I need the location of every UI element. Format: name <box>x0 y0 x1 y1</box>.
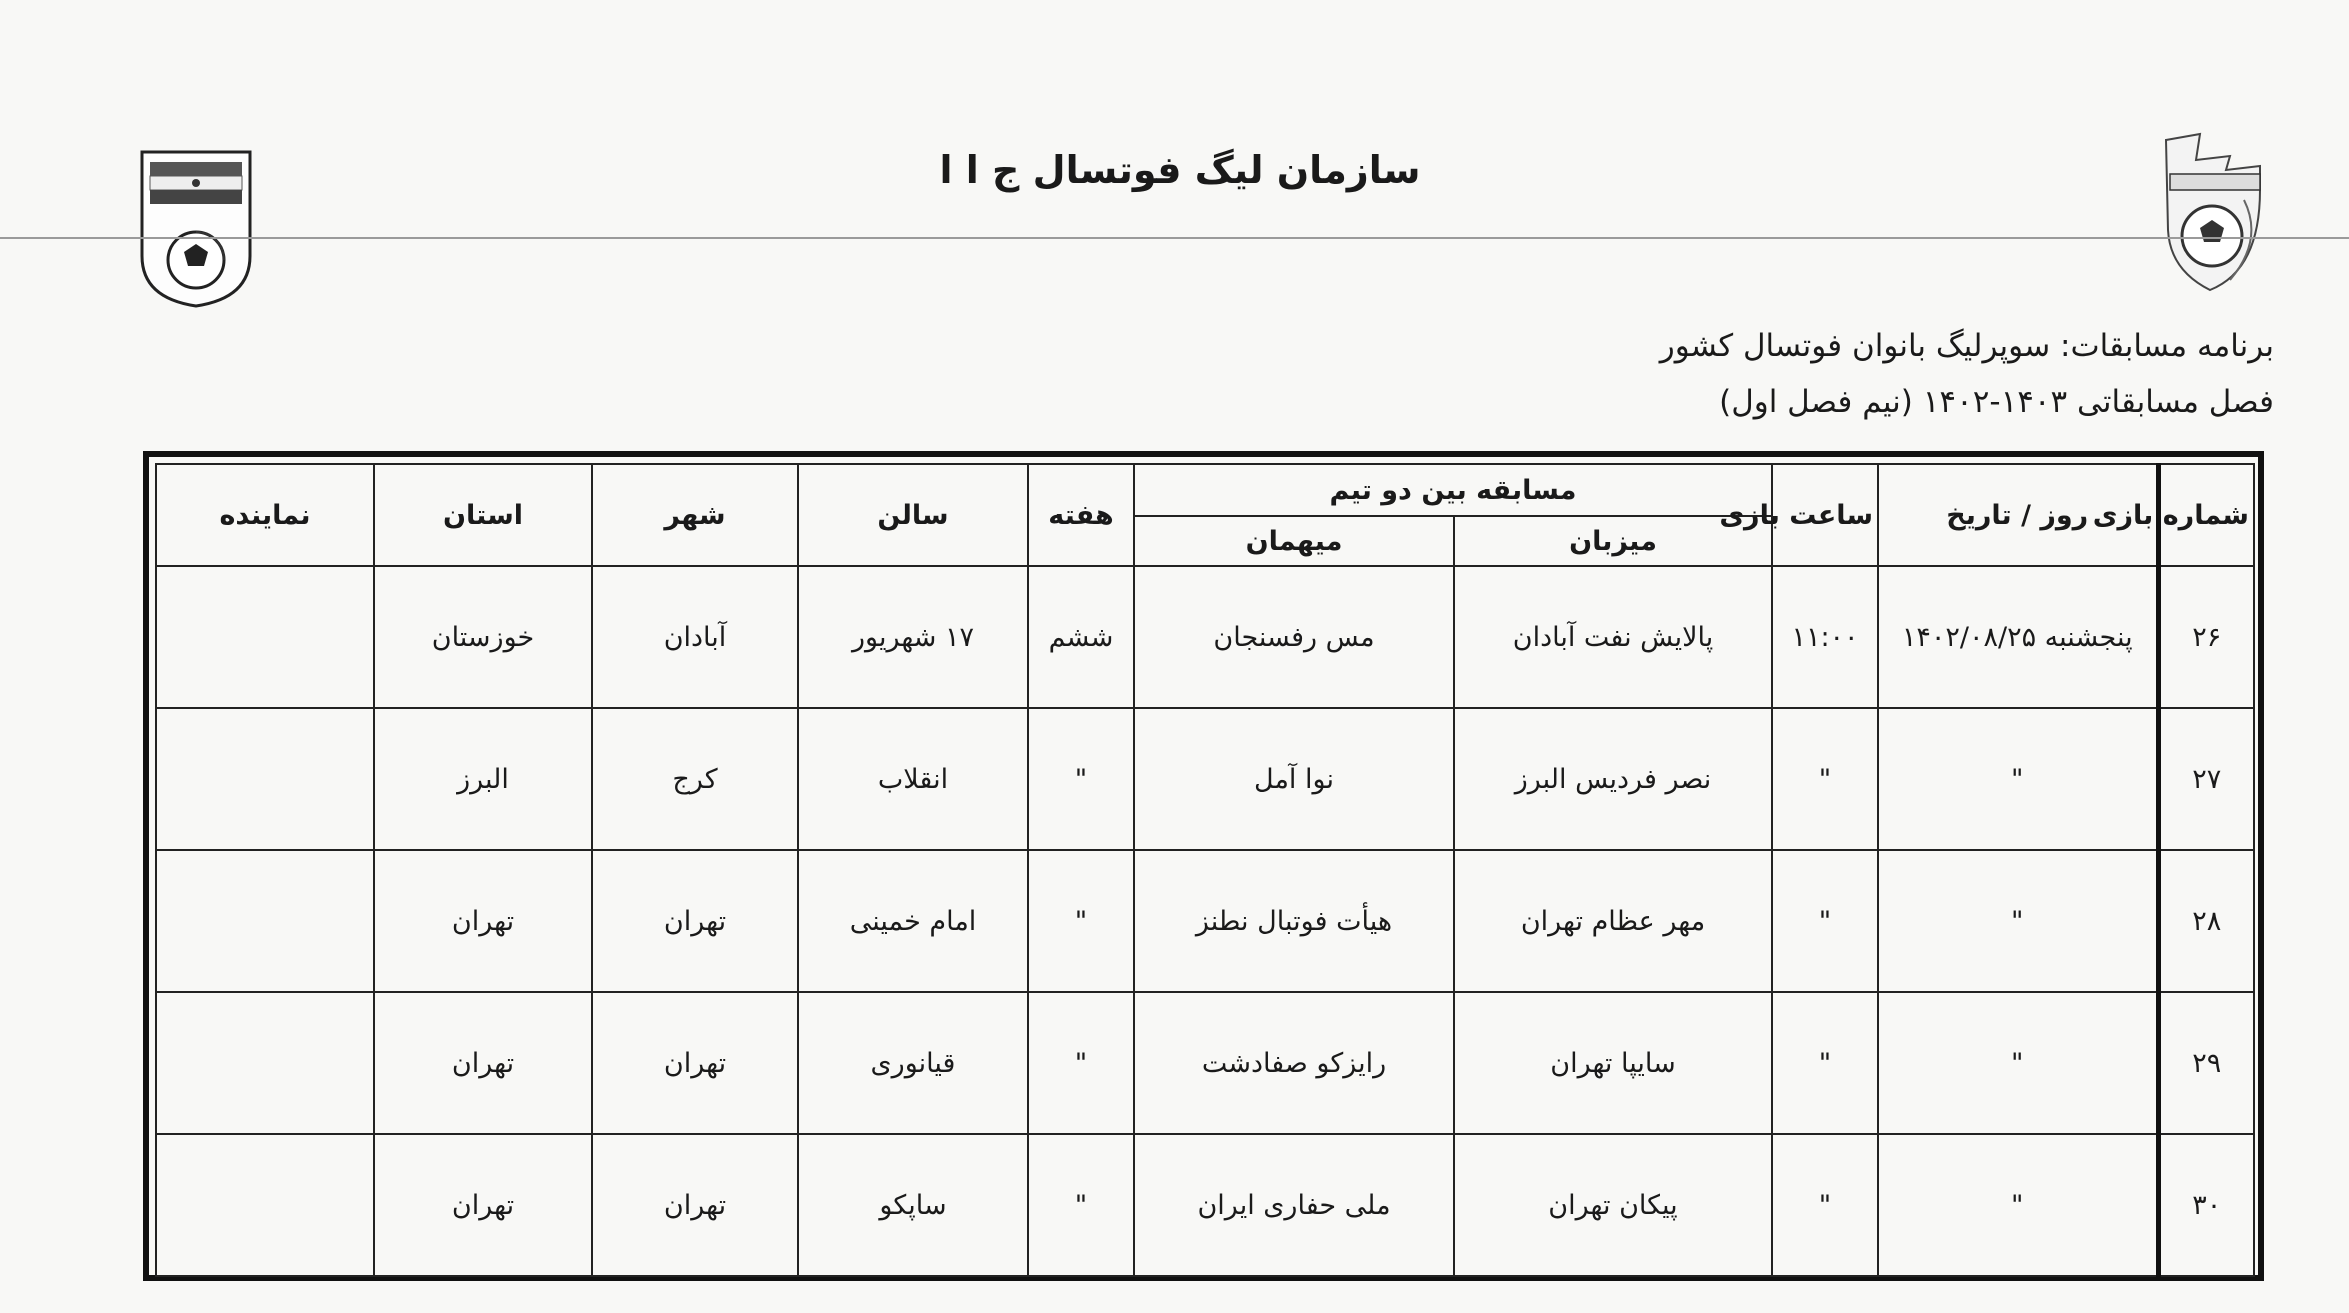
competition-title: برنامه مسابقات: سوپرلیگ بانوان فوتسال کشور <box>1659 328 2274 364</box>
week-cell: " <box>1028 708 1134 850</box>
game-number-cell: ۲۹ <box>2158 992 2254 1134</box>
page-title: سازمان لیگ فوتسال ج ا ا <box>939 148 1421 192</box>
representative-cell <box>156 850 374 992</box>
host-cell: پیکان تهران <box>1454 1134 1772 1276</box>
venue-cell: ۱۷ شهریور <box>798 566 1028 708</box>
week-cell: " <box>1028 1134 1134 1276</box>
guest-cell: هیأت فوتبال نطنز <box>1134 850 1454 992</box>
host-cell: سایپا تهران <box>1454 992 1772 1134</box>
time-cell: " <box>1772 708 1878 850</box>
header-guest: میهمان <box>1134 516 1454 566</box>
venue-cell: قیانوری <box>798 992 1028 1134</box>
time-cell: " <box>1772 1134 1878 1276</box>
province-cell: تهران <box>374 1134 592 1276</box>
representative-cell <box>156 1134 374 1276</box>
province-cell: تهران <box>374 850 592 992</box>
guest-cell: مس رفسنجان <box>1134 566 1454 708</box>
schedule-table-frame <box>143 451 2264 1281</box>
time-cell: " <box>1772 992 1878 1134</box>
date-cell: " <box>1878 850 2158 992</box>
header-date: روز / تاریخ <box>1878 464 2158 566</box>
province-cell: تهران <box>374 992 592 1134</box>
guest-cell: نوا آمل <box>1134 708 1454 850</box>
host-cell: پالایش نفت آبادان <box>1454 566 1772 708</box>
game-number-cell: ۲۸ <box>2158 850 2254 992</box>
schedule-table <box>155 463 2255 1277</box>
header-match: مسابقه بین دو تیم <box>1134 464 1772 516</box>
header-time: ساعت بازی <box>1772 464 1878 566</box>
game-number-cell: ۲۶ <box>2158 566 2254 708</box>
table-row <box>156 1134 2254 1276</box>
city-cell: تهران <box>592 850 798 992</box>
representative-cell <box>156 566 374 708</box>
table-row <box>156 708 2254 850</box>
venue-cell: امام خمینی <box>798 850 1028 992</box>
futsal-league-logo-icon <box>2160 130 2272 296</box>
header-venue: سالن <box>798 464 1028 566</box>
host-cell: نصر فردیس البرز <box>1454 708 1772 850</box>
representative-cell <box>156 708 374 850</box>
table-row <box>156 992 2254 1134</box>
season-title: فصل مسابقاتی ۱۴۰۳-۱۴۰۲ (نیم فصل اول) <box>1719 384 2274 420</box>
city-cell: کرج <box>592 708 798 850</box>
week-cell: ششم <box>1028 566 1134 708</box>
date-cell: " <box>1878 1134 2158 1276</box>
header-city: شهر <box>592 464 798 566</box>
time-cell: " <box>1772 850 1878 992</box>
representative-cell <box>156 992 374 1134</box>
header-divider <box>0 237 2349 239</box>
province-cell: البرز <box>374 708 592 850</box>
game-number-cell: ۲۷ <box>2158 708 2254 850</box>
header-week: هفته <box>1028 464 1134 566</box>
table-row <box>156 566 2254 708</box>
week-cell: " <box>1028 850 1134 992</box>
header-representative: نماینده <box>156 464 374 566</box>
city-cell: آبادان <box>592 566 798 708</box>
header-province: استان <box>374 464 592 566</box>
city-cell: تهران <box>592 992 798 1134</box>
venue-cell: انقلاب <box>798 708 1028 850</box>
venue-cell: ساپکو <box>798 1134 1028 1276</box>
table-row <box>156 850 2254 992</box>
host-cell: مهر عظام تهران <box>1454 850 1772 992</box>
guest-cell: ملی حفاری ایران <box>1134 1134 1454 1276</box>
date-cell: پنجشنبه ۱۴۰۲/۰۸/۲۵ <box>1878 566 2158 708</box>
date-cell: " <box>1878 708 2158 850</box>
date-cell: " <box>1878 992 2158 1134</box>
game-number-cell: ۳۰ <box>2158 1134 2254 1276</box>
time-cell: ۱۱:۰۰ <box>1772 566 1878 708</box>
guest-cell: رایزکو صفادشت <box>1134 992 1454 1134</box>
province-cell: خوزستان <box>374 566 592 708</box>
header-host: میزبان <box>1454 516 1772 566</box>
city-cell: تهران <box>592 1134 798 1276</box>
header-game-number: شماره بازی <box>2158 464 2254 566</box>
table-header-row <box>156 464 2254 516</box>
football-federation-logo-icon <box>138 148 254 310</box>
week-cell: " <box>1028 992 1134 1134</box>
